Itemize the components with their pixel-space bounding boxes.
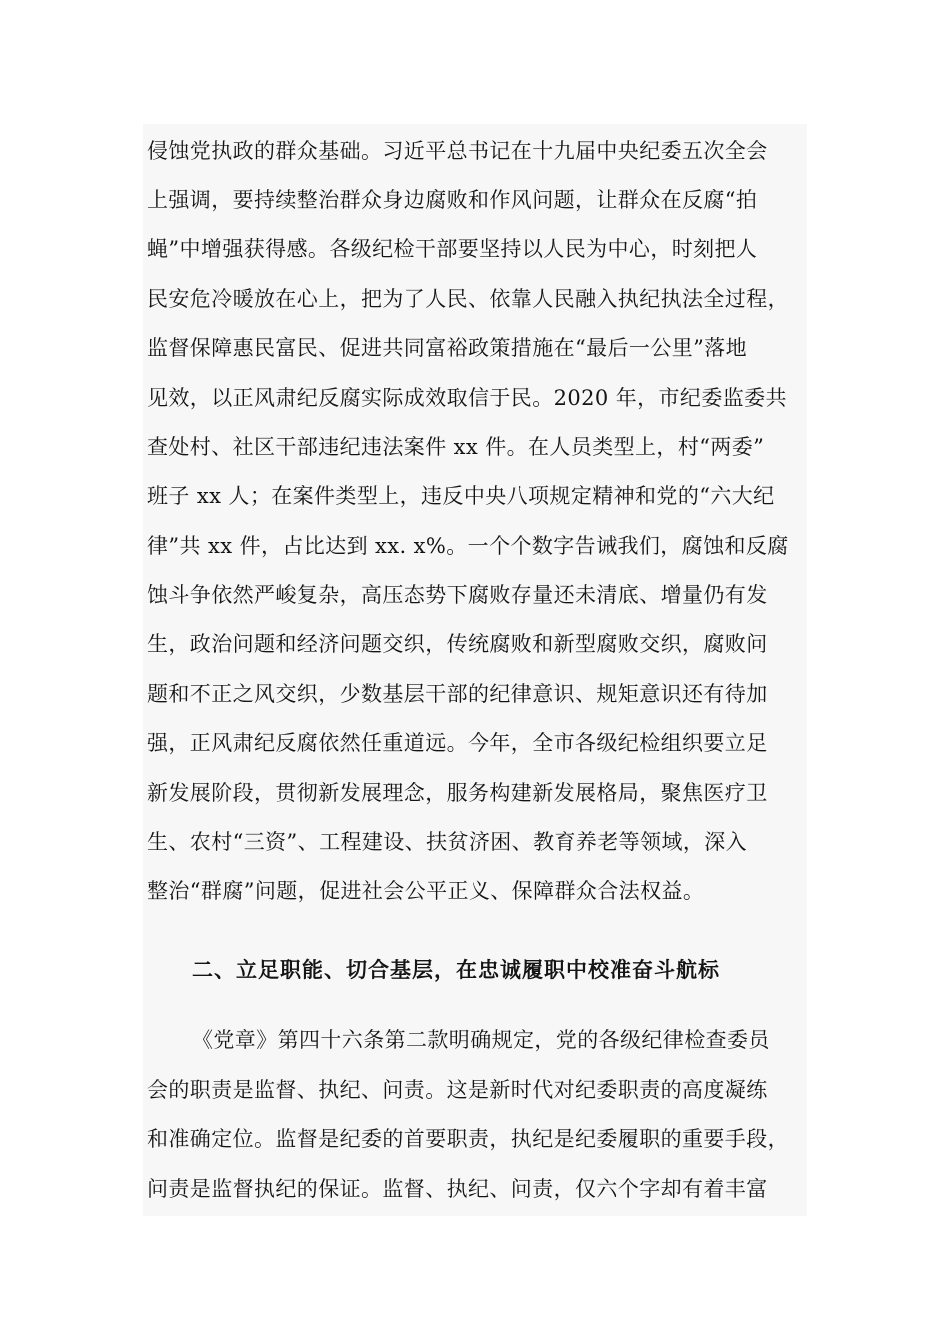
text-line: 上强调，要持续整治群众身边腐败和作风问题，让群众在反腐“拍 (147, 188, 758, 212)
text-line: 监督保障惠民富民、促进共同富裕政策措施在“最后一公里”落地 (147, 336, 748, 360)
text-line: 蝇”中增强获得感。各级纪检干部要坚持以人民为中心，时刻把人 (147, 237, 758, 261)
text-line: 强，正风肃纪反腐依然任重道远。今年，全市各级纪检组织要立足 (147, 731, 768, 755)
text-line: 班子 xx 人；在案件类型上，违反中央八项规定精神和党的“六大纪 (147, 484, 775, 508)
text-line: 《党章》第四十六条第二款明确规定，党的各级纪律检查委员 (192, 1028, 770, 1052)
text-line: 蚀斗争依然严峻复杂，高压态势下腐败存量还未清底、增量仍有发 (147, 583, 768, 607)
text-line: 生、农村“三资”、工程建设、扶贫济困、教育养老等领域，深入 (147, 830, 748, 854)
section-heading: 二、立足职能、切合基层，在忠诚履职中校准奋斗航标 (192, 958, 720, 982)
text-line: 查处村、社区干部违纪违法案件 xx 件。在人员类型上，村“两委” (147, 435, 765, 459)
text-line: 问责是监督执纪的保证。监督、执纪、问责，仅六个字却有着丰富 (147, 1177, 768, 1201)
text-line: 律”共 xx 件，占比达到 xx. x%。一个个数字告诫我们，腐蚀和反腐 (147, 534, 789, 558)
text-line: 民安危冷暖放在心上，把为了人民、依靠人民融入执纪执法全过程， (147, 287, 789, 311)
text-line: 题和不正之风交织，少数基层干部的纪律意识、规矩意识还有待加 (147, 682, 768, 706)
text-line: 侵蚀党执政的群众基础。习近平总书记在十九届中央纪委五次全会 (147, 139, 768, 163)
text-line: 见效，以正风肃纪反腐实际成效取信于民。2020 年，市纪委监委共 (147, 386, 787, 410)
text-line: 新发展阶段，贯彻新发展理念，服务构建新发展格局，聚焦医疗卫 (147, 781, 768, 805)
text-line: 会的职责是监督、执纪、问责。这是新时代对纪委职责的高度凝练 (147, 1078, 768, 1102)
text-line: 生，政治问题和经济问题交织，传统腐败和新型腐败交织，腐败问 (147, 632, 768, 656)
text-line: 整治“群腐”问题，促进社会公平正义、保障群众合法权益。 (147, 879, 705, 903)
text-line: 和准确定位。监督是纪委的首要职责，执纪是纪委履职的重要手段， (147, 1127, 789, 1151)
